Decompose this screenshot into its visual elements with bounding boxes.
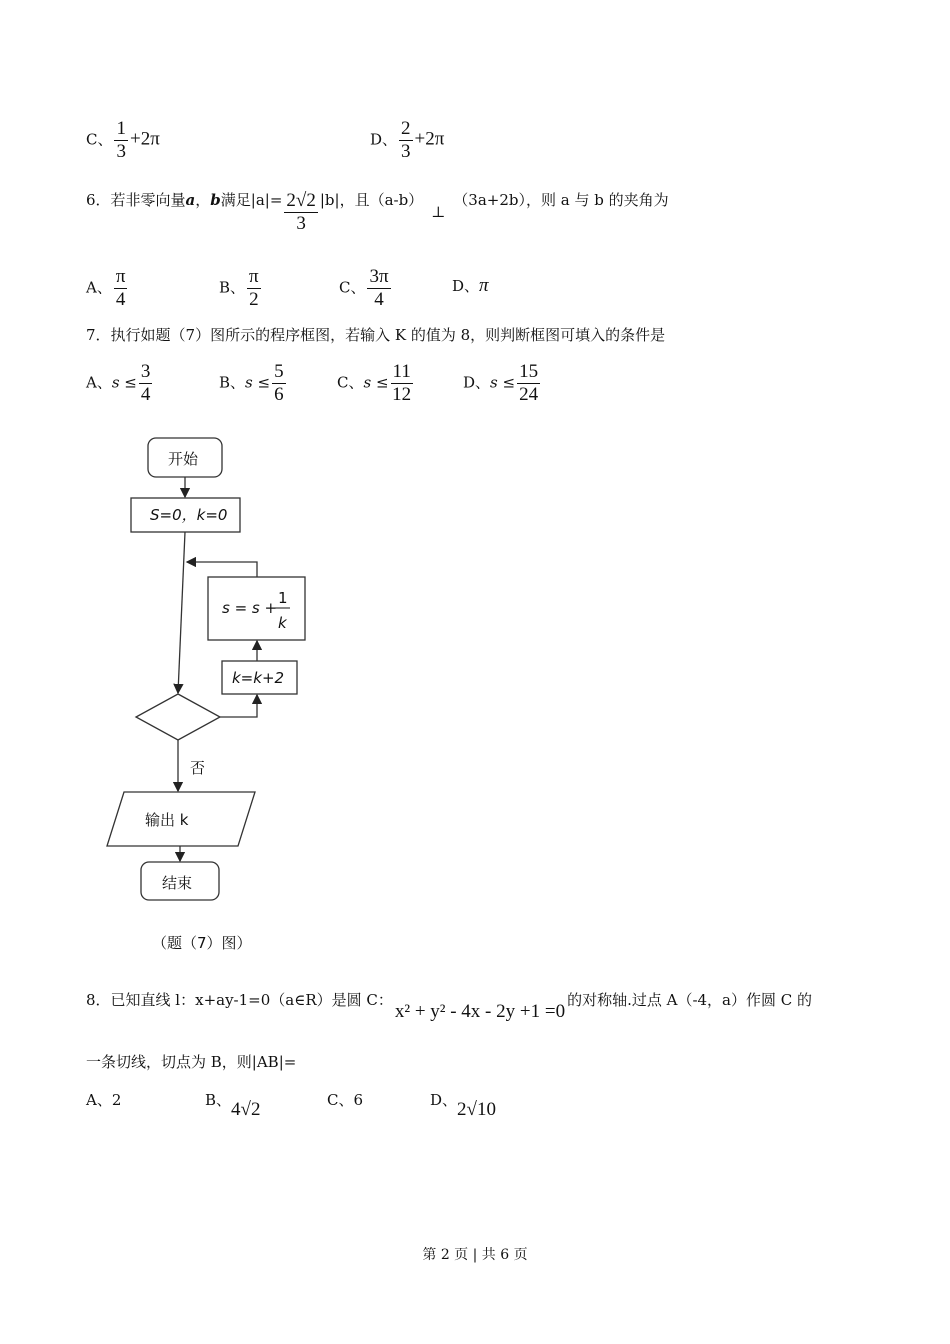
denominator: 3: [116, 141, 126, 162]
numerator: 3: [140, 361, 151, 382]
option-prefix: s ≤: [111, 373, 137, 392]
option-value: 2√10: [457, 1099, 496, 1120]
denominator: 2: [249, 289, 259, 310]
option-value: π: [479, 275, 489, 296]
denominator: 6: [274, 384, 284, 405]
q6-text: 6．若非零向量: [86, 191, 186, 209]
update-s-denominator: k: [278, 614, 287, 632]
option-label: D、: [463, 373, 491, 392]
page-footer: 第 2 页 | 共 6 页: [422, 1247, 528, 1263]
option-value: 6: [353, 1091, 364, 1109]
numerator: 1: [116, 118, 126, 139]
q6-text: 满足|a|=: [220, 191, 283, 209]
denominator: 3: [296, 213, 306, 234]
numerator: 2√2: [286, 190, 316, 211]
start-label: 开始: [168, 450, 199, 468]
update-s-label: s = s +: [222, 599, 278, 617]
init-label: S=0，k=0: [150, 506, 228, 524]
option-label: C、: [327, 1091, 354, 1109]
numerator: 11: [392, 361, 411, 382]
denominator: 4: [374, 289, 384, 310]
option-label: A、: [86, 278, 112, 297]
update-k-label: k=k+2: [232, 669, 285, 687]
option-label: B、: [219, 373, 246, 392]
update-s-numerator: 1: [278, 589, 288, 607]
denominator: 24: [519, 384, 539, 405]
option-label: B、: [219, 278, 246, 297]
numerator: 2: [401, 118, 411, 139]
denominator: 12: [392, 384, 412, 405]
option-label: A、: [86, 1091, 112, 1109]
numerator: 3π: [369, 266, 389, 287]
q6-sep: ，: [195, 191, 211, 209]
option-label: B、: [205, 1091, 232, 1109]
q8-option-d: [430, 1090, 496, 1120]
option-value: 4√2: [231, 1099, 261, 1120]
q6-var-b: b: [210, 191, 221, 209]
no-label: 否: [190, 759, 206, 777]
output-label: 输出 k: [145, 811, 189, 829]
numerator: π: [249, 266, 259, 287]
q8-option-b: [205, 1090, 261, 1120]
option-tail: +2π: [414, 128, 445, 150]
end-label: 结束: [162, 874, 193, 892]
denominator: 4: [115, 289, 126, 310]
numerator: π: [115, 266, 126, 287]
option-tail: +2π: [129, 128, 160, 150]
denominator: 3: [401, 141, 411, 162]
option-label: D、: [452, 277, 480, 295]
figure-caption: （题（7）图）: [152, 934, 252, 952]
option-prefix: s ≤: [245, 373, 271, 392]
denominator: 4: [140, 384, 151, 405]
numerator: 5: [274, 361, 284, 382]
q8-option-a: [86, 1090, 121, 1110]
q6-var-a: a: [185, 191, 196, 209]
option-label: D、: [370, 130, 398, 149]
option-label: C、: [337, 373, 364, 392]
q6-text: |b|，且（a-b）: [319, 191, 424, 209]
question-8-line1: [86, 990, 813, 1022]
q8-option-c: [327, 1090, 363, 1110]
option-label: A、: [86, 373, 112, 392]
circle-equation: x² + y² - 4x - 2y +1 =0: [394, 1001, 566, 1022]
option-label: C、: [86, 130, 113, 149]
option-prefix: s ≤: [363, 373, 389, 392]
option-label: C、: [339, 278, 366, 297]
q8-text: 8．已知直线 l：x+ay-1=0（a∈R）是圆 C：: [86, 991, 393, 1009]
q6-text: （3a+2b），则 a 与 b 的夹角为: [453, 191, 669, 209]
option-label: D、: [430, 1091, 458, 1109]
decision-diamond: [136, 694, 220, 740]
option-prefix: s ≤: [490, 373, 516, 392]
question-8-line2: 一条切线，切点为 B，则|AB|=: [86, 1053, 297, 1071]
question-7: 7．执行如题（7）图所示的程序框图，若输入 K 的值为 8，则判断框图可填入的条件是: [86, 326, 666, 344]
numerator: 15: [519, 361, 539, 382]
q8-text: 的对称轴.过点 A（-4，a）作圆 C 的: [567, 991, 813, 1009]
option-value: 2: [111, 1091, 122, 1109]
perpendicular-symbol: ⊥: [431, 203, 446, 221]
